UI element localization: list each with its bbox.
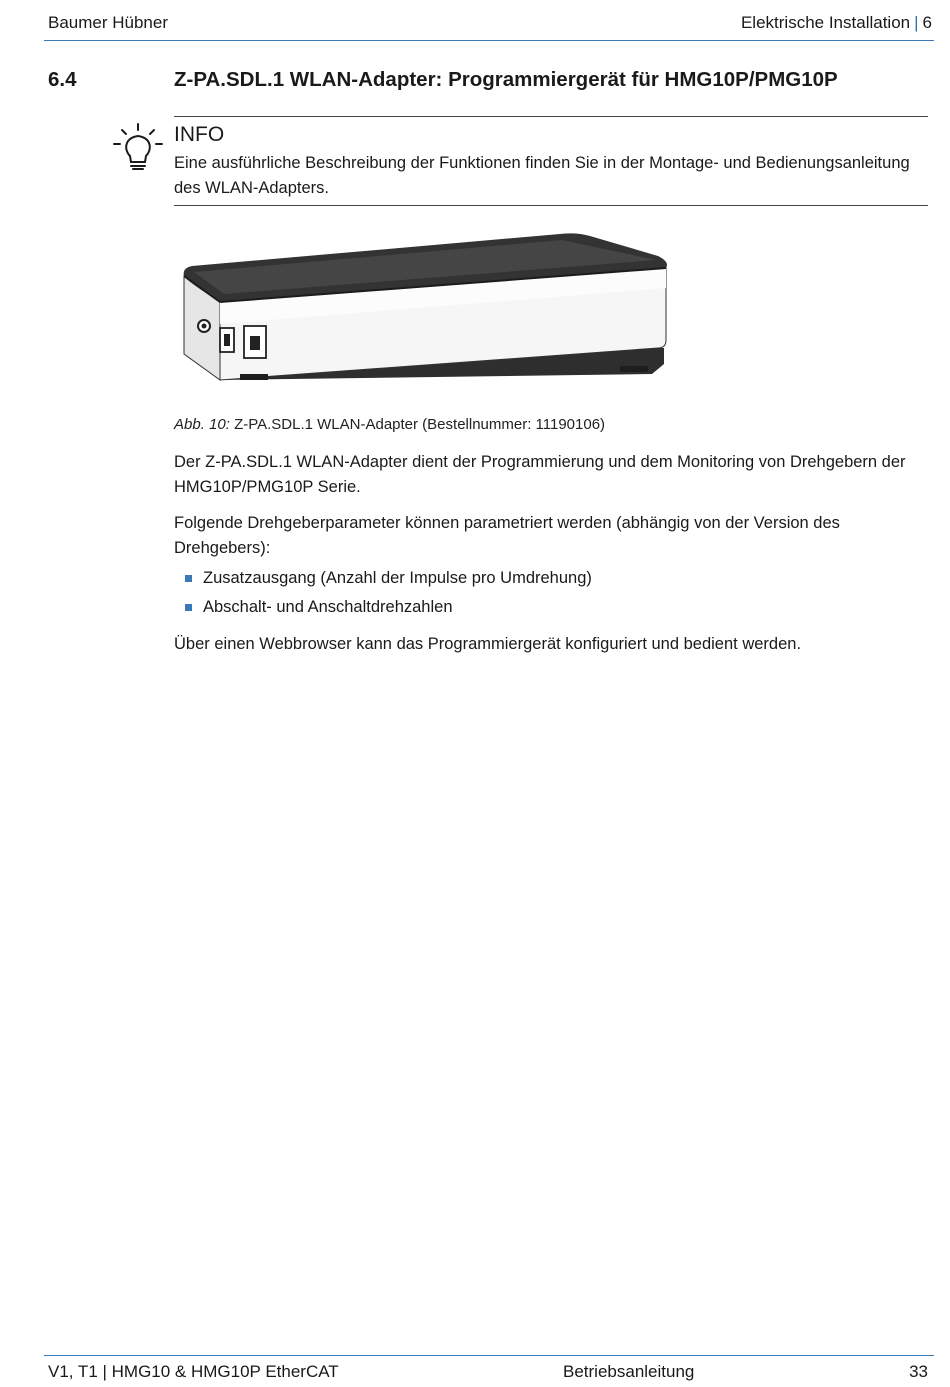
section-number: 6.4 xyxy=(48,68,77,91)
header-company: Baumer Hübner xyxy=(48,13,169,32)
footer-page-number: 33 xyxy=(909,1362,928,1381)
paragraph-description: Der Z-PA.SDL.1 WLAN-Adapter dient der Programmierung und dem Monitoring von Drehgebern der HMG10P/PMG10P Serie. xyxy=(174,453,906,496)
header-rule xyxy=(44,40,934,41)
header-separator: | xyxy=(914,13,919,32)
figure-caption-label: Abb. 10: xyxy=(174,416,230,433)
header-chapter-title: Elektrische Installation xyxy=(740,13,911,32)
wlan-adapter-image xyxy=(180,228,672,400)
footer-rule xyxy=(44,1355,934,1356)
list-item xyxy=(174,595,592,624)
info-text: Eine ausführliche Beschreibung der Funktionen finden Sie in der Montage- und Bedienungsanleitung des WLAN-Adapters. xyxy=(174,154,910,197)
list-item xyxy=(174,566,592,595)
paragraph-parameters: Folgende Drehgeberparameter können parametriert werden (abhängig von der Version des Drehgebers): xyxy=(174,514,840,557)
footer-document-type: Betriebsanleitung xyxy=(563,1362,695,1381)
parameter-list xyxy=(174,566,592,624)
info-rule-bottom xyxy=(174,205,928,206)
figure-caption xyxy=(174,416,605,433)
header-chapter xyxy=(741,13,932,33)
list-item-text: Zusatzausgang (Anzahl der Impulse pro Umdrehung) xyxy=(203,569,592,587)
footer-document-id: V1, T1 | HMG10 & HMG10P EtherCAT xyxy=(48,1362,339,1381)
figure-caption-text: Z-PA.SDL.1 WLAN-Adapter (Bestellnummer: 11190106) xyxy=(234,416,606,433)
lightbulb-icon xyxy=(112,122,164,174)
bullet-icon xyxy=(185,604,192,611)
paragraph-webbrowser: Über einen Webbrowser kann das Programmiergerät konfiguriert und bedient werden. xyxy=(174,635,802,653)
section-title: Z-PA.SDL.1 WLAN-Adapter: Programmiergerät für HMG10P/PMG10P xyxy=(174,68,838,91)
header-chapter-number: 6 xyxy=(922,13,932,32)
info-rule-top xyxy=(174,116,928,117)
info-label: INFO xyxy=(174,123,225,146)
bullet-icon xyxy=(185,575,192,582)
list-item-text: Abschalt- und Anschaltdrehzahlen xyxy=(203,598,453,616)
